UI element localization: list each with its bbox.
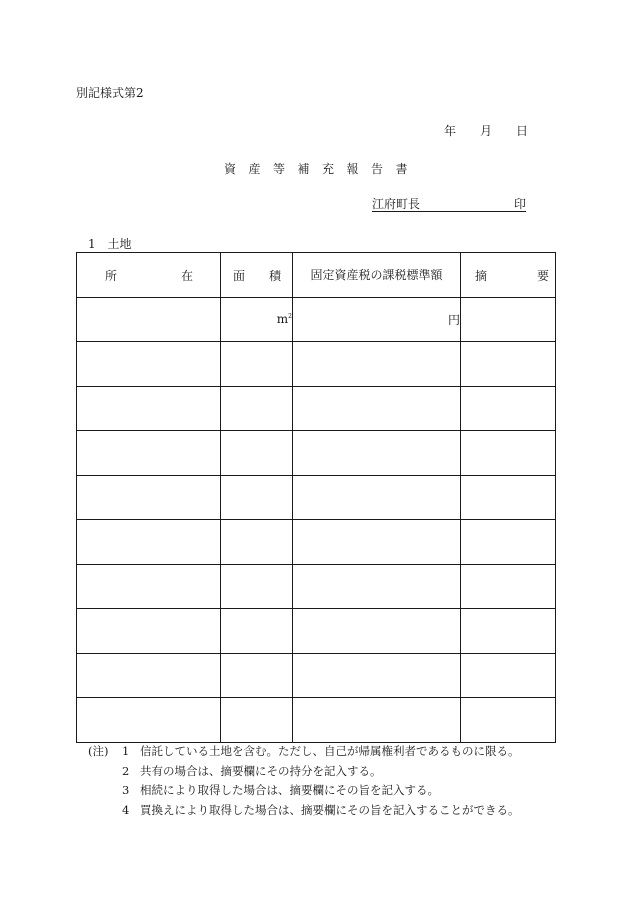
signer-name: 江府町長 <box>372 197 421 211</box>
note-text: 相続により取得した場合は、摘要欄にその旨を記入する。 <box>140 783 439 797</box>
cell-location[interactable] <box>77 342 221 387</box>
cell-area[interactable] <box>221 386 293 431</box>
table-row <box>77 297 556 342</box>
form-number: 別記様式第2 <box>76 86 144 100</box>
section-label: 土地 <box>107 237 132 251</box>
cell-taxable-value[interactable] <box>293 431 461 476</box>
header-location-char-1: 所 <box>105 269 118 283</box>
cell-location[interactable] <box>77 698 221 743</box>
cell-taxable-value[interactable] <box>293 386 461 431</box>
table-row <box>77 653 556 698</box>
cell-taxable-value[interactable] <box>293 653 461 698</box>
note-item <box>88 742 520 762</box>
table-row <box>77 431 556 476</box>
cell-location[interactable] <box>77 564 221 609</box>
section-number: 1 <box>88 237 96 251</box>
header-remarks-char-2: 要 <box>537 269 550 283</box>
header-remarks <box>461 253 556 298</box>
table-row <box>77 564 556 609</box>
note-number: 4 <box>122 802 130 817</box>
cell-taxable-value[interactable] <box>293 475 461 520</box>
note-text: 共有の場合は、摘要欄にその持分を記入する。 <box>140 763 382 778</box>
section-heading <box>88 235 131 252</box>
header-area <box>221 253 293 298</box>
date-year-label: 年 <box>444 124 457 138</box>
cell-area[interactable] <box>221 653 293 698</box>
cell-remarks[interactable] <box>461 431 556 476</box>
date-month-label: 月 <box>480 124 493 138</box>
cell-location[interactable] <box>77 475 221 520</box>
cell-remarks[interactable] <box>461 564 556 609</box>
table-row <box>77 386 556 431</box>
cell-remarks[interactable] <box>461 386 556 431</box>
header-area-char-1: 面 <box>233 269 246 283</box>
cell-area[interactable] <box>221 698 293 743</box>
cell-taxable-value[interactable] <box>293 342 461 387</box>
cell-remarks[interactable] <box>461 609 556 654</box>
cell-remarks[interactable] <box>461 698 556 743</box>
notes-section <box>88 742 520 820</box>
cell-area[interactable] <box>221 297 293 342</box>
table-row <box>77 609 556 654</box>
note-item <box>88 801 520 821</box>
table-row <box>77 698 556 743</box>
cell-taxable-value[interactable] <box>293 698 461 743</box>
header-location <box>77 253 221 298</box>
table-row <box>77 520 556 565</box>
signer-line <box>372 197 526 212</box>
cell-taxable-value[interactable] <box>293 297 461 342</box>
cell-remarks[interactable] <box>461 653 556 698</box>
date-day-label: 日 <box>516 124 529 138</box>
cell-remarks[interactable] <box>461 297 556 342</box>
cell-remarks[interactable] <box>461 475 556 520</box>
cell-taxable-value[interactable] <box>293 564 461 609</box>
note-number: 1 <box>122 744 130 758</box>
document-title: 資産等補充報告書 <box>224 162 421 176</box>
header-taxable-value: 固定資産税の課税標準額 <box>293 253 461 298</box>
notes-lead: (注) <box>88 744 109 758</box>
cell-location[interactable] <box>77 297 221 342</box>
cell-remarks[interactable] <box>461 520 556 565</box>
note-number: 2 <box>122 763 130 778</box>
cell-location[interactable] <box>77 520 221 565</box>
note-item <box>88 762 520 782</box>
cell-taxable-value[interactable] <box>293 609 461 654</box>
cell-area[interactable] <box>221 342 293 387</box>
cell-location[interactable] <box>77 609 221 654</box>
header-area-char-2: 積 <box>269 269 282 283</box>
table-header-row <box>77 253 556 298</box>
cell-area[interactable] <box>221 520 293 565</box>
table-row <box>77 342 556 387</box>
header-remarks-char-1: 摘 <box>475 269 488 283</box>
cell-area[interactable] <box>221 475 293 520</box>
cell-area[interactable] <box>221 609 293 654</box>
cell-location[interactable] <box>77 431 221 476</box>
table-row <box>77 475 556 520</box>
note-text: 信託している土地を含む。ただし、自己が帰属権利者であるものに限る。 <box>140 744 520 758</box>
cell-area[interactable] <box>221 564 293 609</box>
cell-area[interactable] <box>221 431 293 476</box>
yen-unit: 円 <box>447 312 460 327</box>
note-item <box>88 781 520 801</box>
header-location-char-2: 在 <box>181 269 194 283</box>
area-unit: $m^2$ <box>276 312 292 327</box>
note-text: 買換えにより取得した場合は、摘要欄にその旨を記入することができる。 <box>140 802 520 817</box>
note-number: 3 <box>122 783 130 797</box>
seal-mark: 印 <box>513 197 526 211</box>
cell-taxable-value[interactable] <box>293 520 461 565</box>
cell-remarks[interactable] <box>461 342 556 387</box>
land-table <box>76 252 556 743</box>
cell-location[interactable] <box>77 653 221 698</box>
cell-location[interactable] <box>77 386 221 431</box>
